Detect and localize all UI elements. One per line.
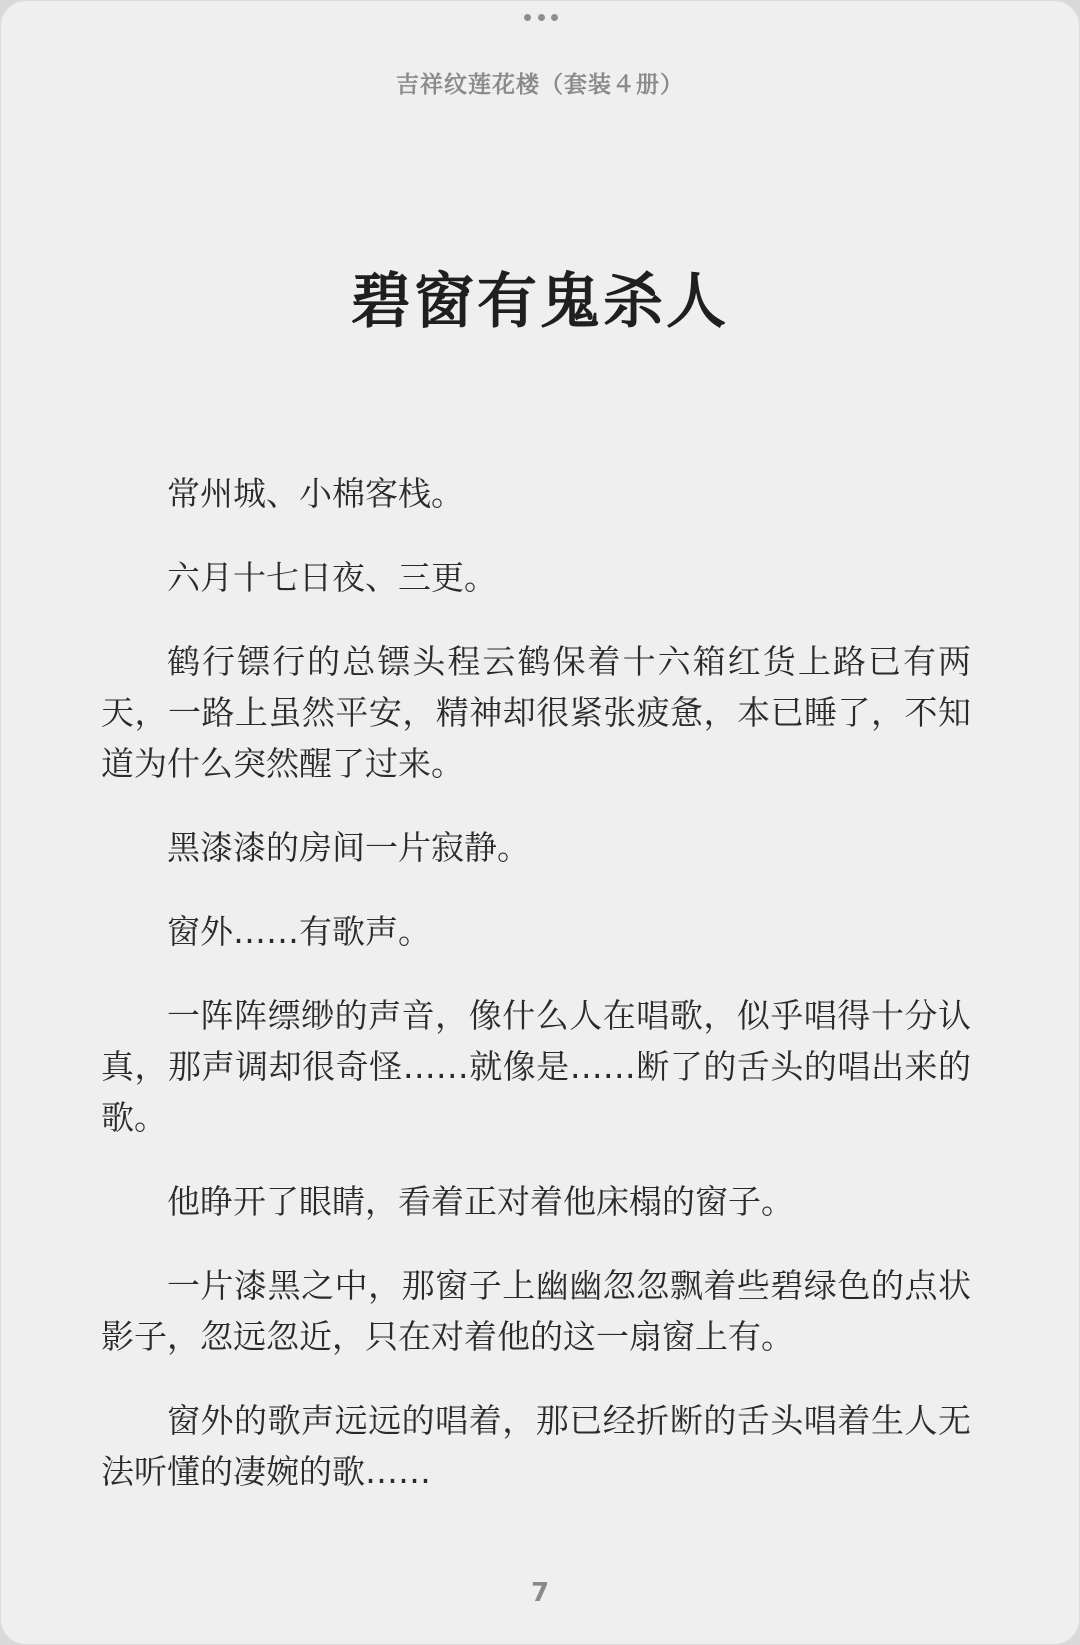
more-options-dots-icon[interactable] xyxy=(524,12,558,22)
book-title: 吉祥纹莲花楼（套装４册） xyxy=(396,72,684,98)
dot xyxy=(524,14,531,21)
paragraph: 窗外的歌声远远的唱着，那已经折断的舌头唱着生人无法听懂的凄婉的歌…… xyxy=(101,1401,971,1491)
paragraph: 黑漆漆的房间一片寂静。 xyxy=(167,828,530,867)
paragraph: 窗外……有歌声。 xyxy=(167,912,431,951)
chapter-content xyxy=(101,468,971,1530)
dot xyxy=(551,14,558,21)
paragraph: 六月十七日夜、三更。 xyxy=(167,558,497,597)
paragraph: 一片漆黑之中，那窗子上幽幽忽忽飘着些碧绿色的点状影子，忽远忽近，只在对着他的这一扇窗上有。 xyxy=(101,1266,971,1356)
page-number: 7 xyxy=(530,1578,550,1608)
dot xyxy=(538,14,545,21)
chapter-title: 碧窗有鬼杀人 xyxy=(351,267,729,337)
paragraph: 他睁开了眼睛，看着正对着他床榻的窗子。 xyxy=(167,1182,794,1221)
paragraph: 一阵阵缥缈的声音，像什么人在唱歌，似乎唱得十分认真，那声调却很奇怪……就像是……断了的舌头的唱出来的歌。 xyxy=(101,996,971,1137)
paragraph: 鹤行镖行的总镖头程云鹤保着十六箱红货上路已有两天，一路上虽然平安，精神却很紧张疲惫，本已睡了，不知道为什么突然醒了过来。 xyxy=(101,642,971,783)
paragraph: 常州城、小棉客栈。 xyxy=(167,474,464,513)
